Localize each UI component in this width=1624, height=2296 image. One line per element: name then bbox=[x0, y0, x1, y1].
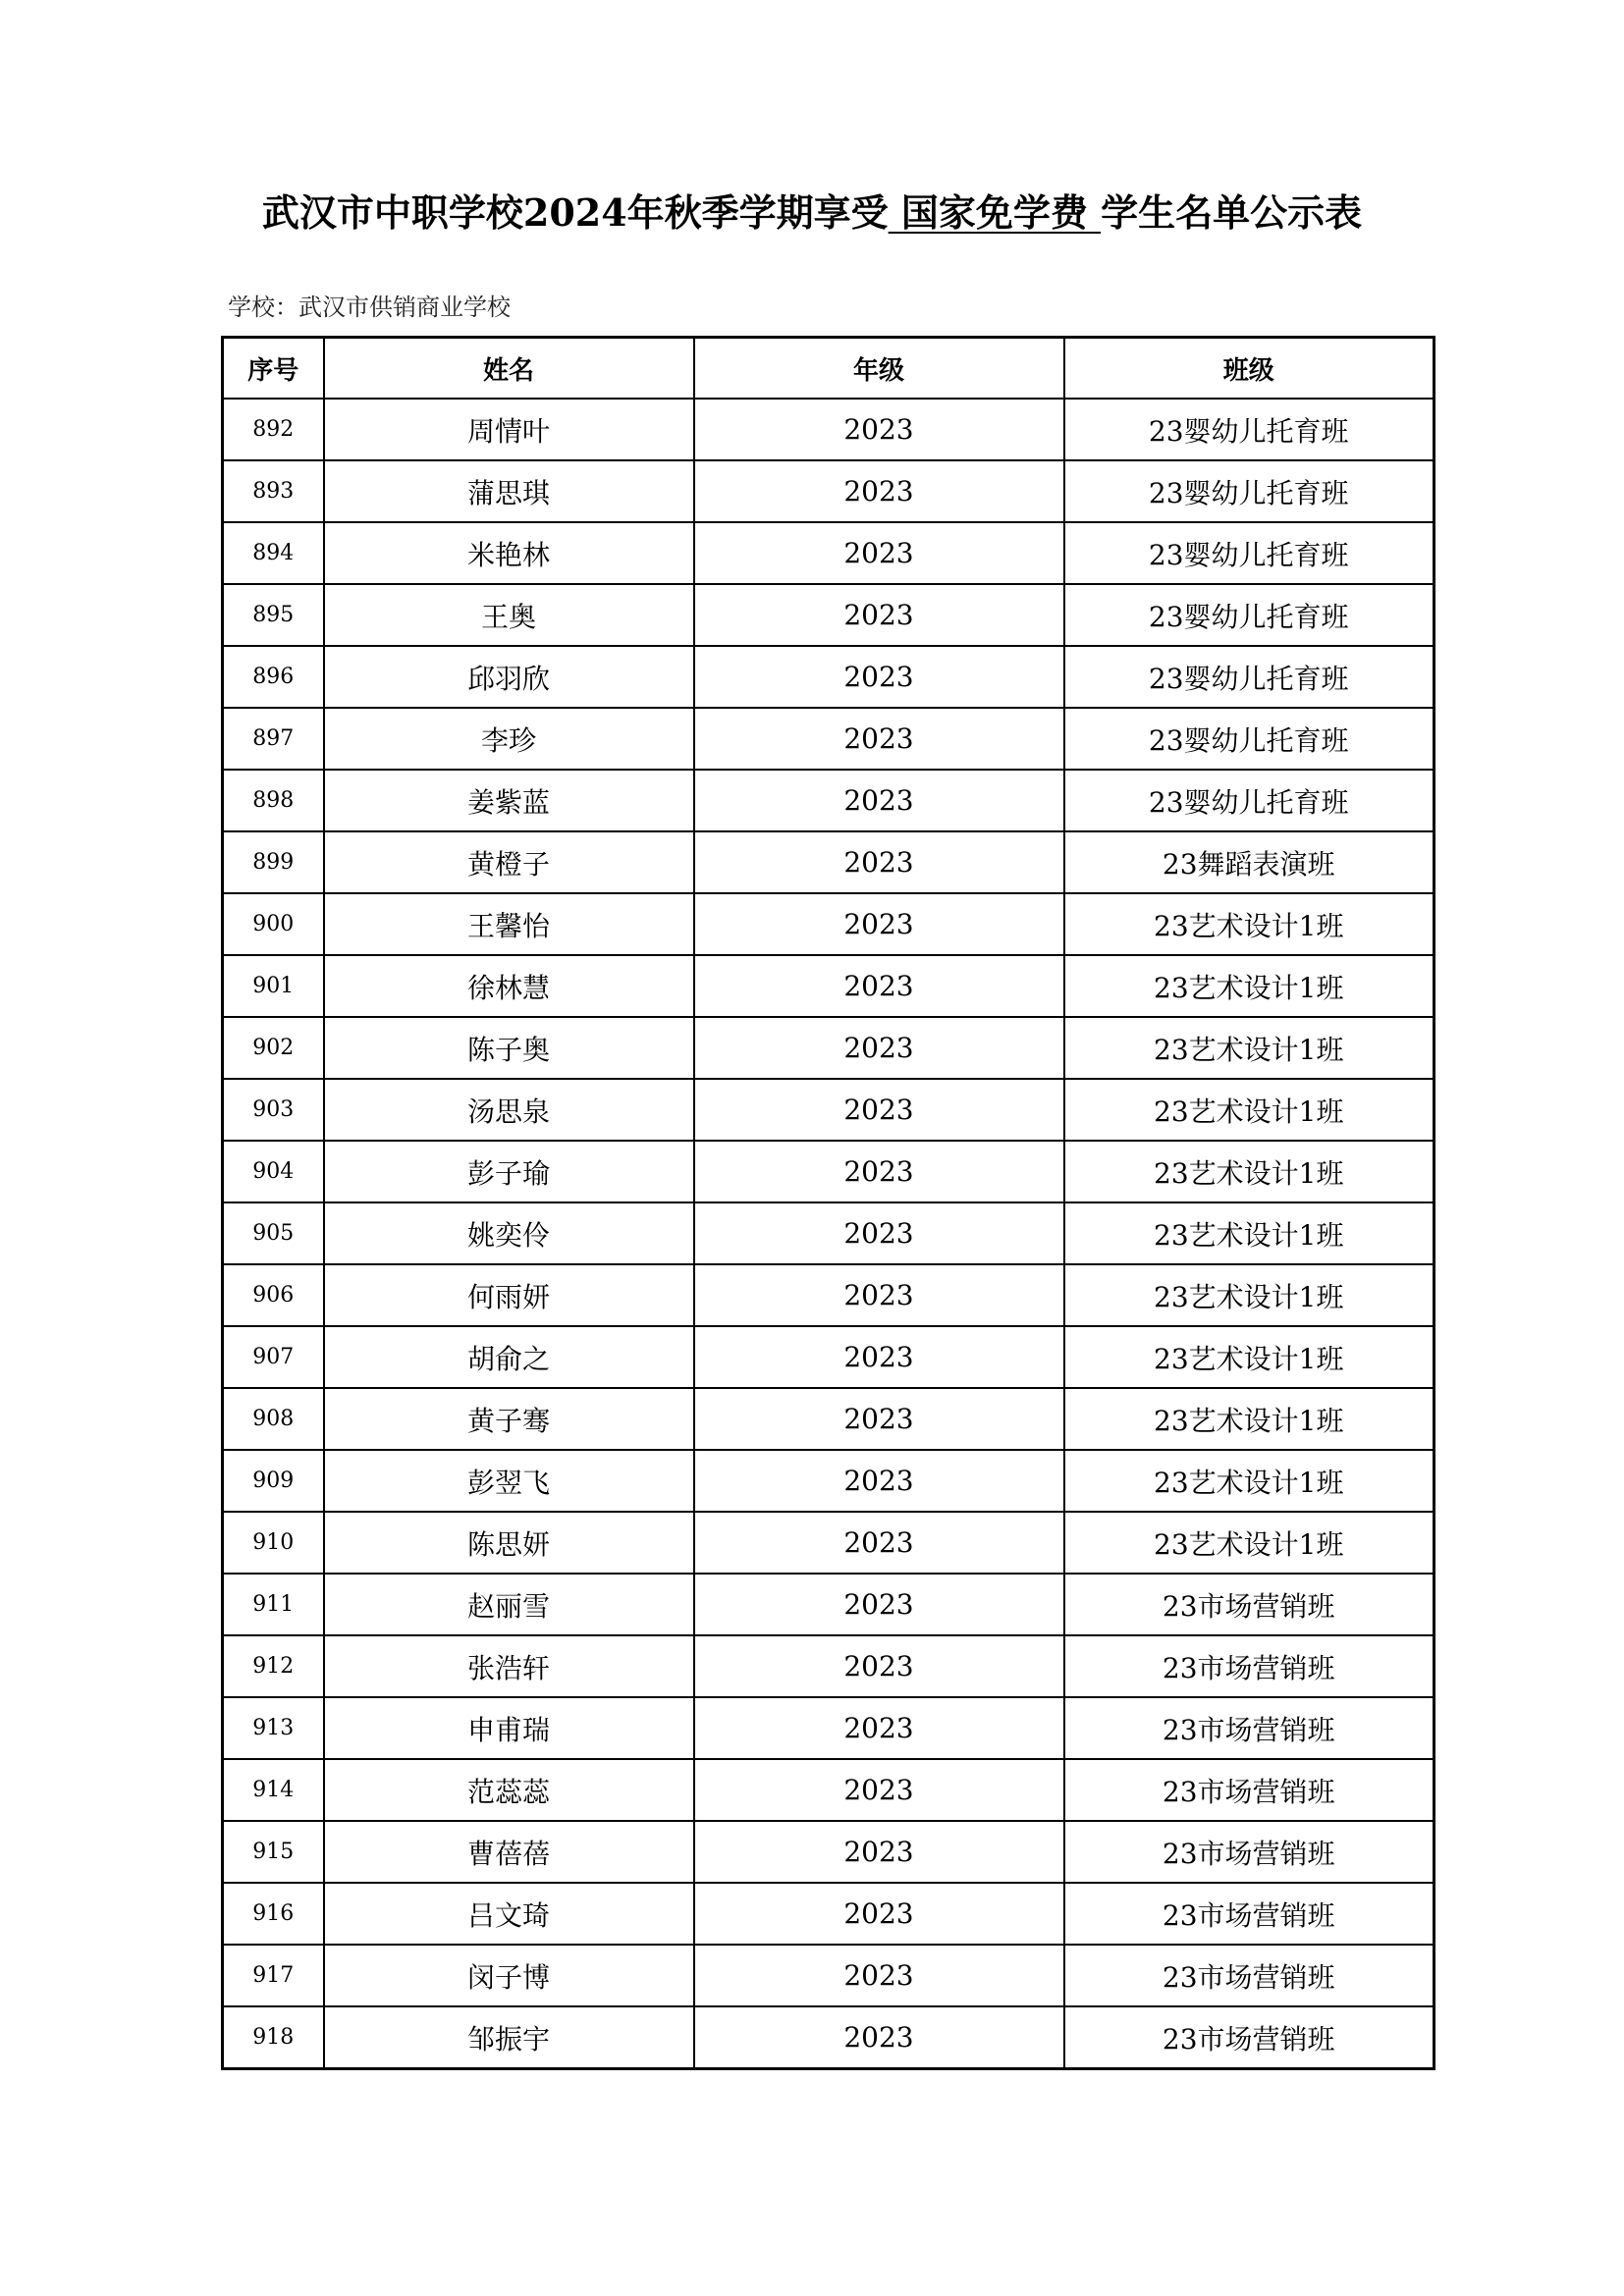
cell-grade: 2023 bbox=[694, 1574, 1064, 1635]
school-name: 武汉市供销商业学校 bbox=[298, 294, 511, 321]
cell-seq: 902 bbox=[223, 1017, 324, 1079]
cell-grade: 2023 bbox=[694, 1264, 1064, 1326]
table-row bbox=[223, 2006, 1435, 2069]
table-row bbox=[223, 522, 1435, 584]
page-title bbox=[0, 183, 1624, 237]
cell-name: 王馨怡 bbox=[324, 893, 694, 955]
cell-seq: 905 bbox=[223, 1202, 324, 1264]
cell-grade: 2023 bbox=[694, 1450, 1064, 1512]
cell-seq: 910 bbox=[223, 1512, 324, 1574]
cell-grade: 2023 bbox=[694, 646, 1064, 708]
table-row bbox=[223, 460, 1435, 522]
cell-grade: 2023 bbox=[694, 1883, 1064, 1945]
cell-class: 23市场营销班 bbox=[1064, 1697, 1435, 1759]
cell-grade: 2023 bbox=[694, 1821, 1064, 1883]
cell-class: 23市场营销班 bbox=[1064, 1574, 1435, 1635]
cell-class: 23婴幼儿托育班 bbox=[1064, 708, 1435, 770]
header-class: 班级 bbox=[1064, 338, 1435, 400]
cell-seq: 913 bbox=[223, 1697, 324, 1759]
cell-grade: 2023 bbox=[694, 399, 1064, 460]
cell-seq: 899 bbox=[223, 831, 324, 893]
cell-name: 闵子博 bbox=[324, 1945, 694, 2006]
table-row bbox=[223, 399, 1435, 460]
title-suffix: 学生名单公示表 bbox=[1101, 190, 1363, 235]
table-row bbox=[223, 1945, 1435, 2006]
cell-seq: 915 bbox=[223, 1821, 324, 1883]
cell-grade: 2023 bbox=[694, 460, 1064, 522]
cell-name: 彭子瑜 bbox=[324, 1141, 694, 1202]
cell-grade: 2023 bbox=[694, 1079, 1064, 1141]
cell-class: 23婴幼儿托育班 bbox=[1064, 584, 1435, 646]
cell-class: 23婴幼儿托育班 bbox=[1064, 646, 1435, 708]
header-name: 姓名 bbox=[324, 338, 694, 400]
cell-class: 23市场营销班 bbox=[1064, 1635, 1435, 1697]
cell-class: 23市场营销班 bbox=[1064, 1759, 1435, 1821]
table-row bbox=[223, 770, 1435, 831]
table-row bbox=[223, 646, 1435, 708]
cell-class: 23艺术设计1班 bbox=[1064, 1079, 1435, 1141]
cell-class: 23艺术设计1班 bbox=[1064, 1141, 1435, 1202]
cell-seq: 896 bbox=[223, 646, 324, 708]
cell-seq: 897 bbox=[223, 708, 324, 770]
cell-seq: 907 bbox=[223, 1326, 324, 1388]
school-label: 学校： bbox=[228, 294, 298, 321]
cell-seq: 904 bbox=[223, 1141, 324, 1202]
cell-name: 何雨妍 bbox=[324, 1264, 694, 1326]
cell-name: 周情叶 bbox=[324, 399, 694, 460]
cell-seq: 892 bbox=[223, 399, 324, 460]
cell-name: 黄橙子 bbox=[324, 831, 694, 893]
header-grade: 年级 bbox=[694, 338, 1064, 400]
cell-grade: 2023 bbox=[694, 1635, 1064, 1697]
cell-grade: 2023 bbox=[694, 522, 1064, 584]
cell-class: 23艺术设计1班 bbox=[1064, 893, 1435, 955]
cell-grade: 2023 bbox=[694, 1697, 1064, 1759]
cell-grade: 2023 bbox=[694, 584, 1064, 646]
cell-name: 彭翌飞 bbox=[324, 1450, 694, 1512]
cell-name: 蒲思琪 bbox=[324, 460, 694, 522]
table-row bbox=[223, 893, 1435, 955]
cell-grade: 2023 bbox=[694, 1512, 1064, 1574]
cell-name: 申甫瑞 bbox=[324, 1697, 694, 1759]
header-row bbox=[223, 338, 1435, 400]
table-row bbox=[223, 1017, 1435, 1079]
cell-name: 徐林慧 bbox=[324, 955, 694, 1017]
table-row bbox=[223, 1079, 1435, 1141]
table-row bbox=[223, 1388, 1435, 1450]
cell-seq: 916 bbox=[223, 1883, 324, 1945]
cell-seq: 912 bbox=[223, 1635, 324, 1697]
cell-class: 23婴幼儿托育班 bbox=[1064, 399, 1435, 460]
title-underlined-term: 国家免学费 bbox=[888, 190, 1102, 235]
cell-class: 23市场营销班 bbox=[1064, 1945, 1435, 2006]
cell-class: 23艺术设计1班 bbox=[1064, 1388, 1435, 1450]
table-row bbox=[223, 1574, 1435, 1635]
school-line bbox=[228, 288, 511, 322]
table-row bbox=[223, 1326, 1435, 1388]
cell-name: 米艳林 bbox=[324, 522, 694, 584]
cell-seq: 914 bbox=[223, 1759, 324, 1821]
table-row bbox=[223, 1635, 1435, 1697]
cell-grade: 2023 bbox=[694, 955, 1064, 1017]
table-row bbox=[223, 1821, 1435, 1883]
cell-seq: 918 bbox=[223, 2006, 324, 2069]
table-row bbox=[223, 955, 1435, 1017]
cell-grade: 2023 bbox=[694, 1326, 1064, 1388]
table-row bbox=[223, 1512, 1435, 1574]
cell-name: 邹振宇 bbox=[324, 2006, 694, 2069]
table-row bbox=[223, 1883, 1435, 1945]
table-row bbox=[223, 708, 1435, 770]
cell-name: 曹蓓蓓 bbox=[324, 1821, 694, 1883]
title-prefix: 武汉市中职学校2024年秋季学期享受 bbox=[261, 190, 889, 235]
cell-name: 范蕊蕊 bbox=[324, 1759, 694, 1821]
cell-class: 23市场营销班 bbox=[1064, 2006, 1435, 2069]
cell-grade: 2023 bbox=[694, 1141, 1064, 1202]
cell-grade: 2023 bbox=[694, 1759, 1064, 1821]
table-row bbox=[223, 1759, 1435, 1821]
cell-grade: 2023 bbox=[694, 893, 1064, 955]
cell-class: 23艺术设计1班 bbox=[1064, 1450, 1435, 1512]
cell-seq: 895 bbox=[223, 584, 324, 646]
cell-seq: 898 bbox=[223, 770, 324, 831]
cell-name: 赵丽雪 bbox=[324, 1574, 694, 1635]
cell-class: 23艺术设计1班 bbox=[1064, 1512, 1435, 1574]
table-body bbox=[223, 399, 1435, 2069]
cell-class: 23艺术设计1班 bbox=[1064, 955, 1435, 1017]
table-row bbox=[223, 1141, 1435, 1202]
header-seq: 序号 bbox=[223, 338, 324, 400]
cell-seq: 903 bbox=[223, 1079, 324, 1141]
cell-name: 邱羽欣 bbox=[324, 646, 694, 708]
cell-seq: 906 bbox=[223, 1264, 324, 1326]
cell-class: 23艺术设计1班 bbox=[1064, 1017, 1435, 1079]
cell-class: 23市场营销班 bbox=[1064, 1821, 1435, 1883]
table-row bbox=[223, 831, 1435, 893]
cell-name: 汤思泉 bbox=[324, 1079, 694, 1141]
cell-seq: 909 bbox=[223, 1450, 324, 1512]
cell-seq: 900 bbox=[223, 893, 324, 955]
cell-class: 23艺术设计1班 bbox=[1064, 1326, 1435, 1388]
cell-class: 23市场营销班 bbox=[1064, 1883, 1435, 1945]
cell-grade: 2023 bbox=[694, 708, 1064, 770]
cell-name: 张浩轩 bbox=[324, 1635, 694, 1697]
table-row bbox=[223, 1202, 1435, 1264]
cell-class: 23婴幼儿托育班 bbox=[1064, 522, 1435, 584]
cell-class: 23舞蹈表演班 bbox=[1064, 831, 1435, 893]
cell-seq: 894 bbox=[223, 522, 324, 584]
table-row bbox=[223, 1450, 1435, 1512]
cell-grade: 2023 bbox=[694, 831, 1064, 893]
cell-seq: 917 bbox=[223, 1945, 324, 2006]
cell-grade: 2023 bbox=[694, 1017, 1064, 1079]
cell-grade: 2023 bbox=[694, 1202, 1064, 1264]
cell-grade: 2023 bbox=[694, 2006, 1064, 2069]
cell-class: 23艺术设计1班 bbox=[1064, 1264, 1435, 1326]
table-row bbox=[223, 1264, 1435, 1326]
cell-class: 23婴幼儿托育班 bbox=[1064, 460, 1435, 522]
cell-name: 胡俞之 bbox=[324, 1326, 694, 1388]
cell-seq: 911 bbox=[223, 1574, 324, 1635]
table-row bbox=[223, 1697, 1435, 1759]
cell-grade: 2023 bbox=[694, 1945, 1064, 2006]
cell-name: 姚奕伶 bbox=[324, 1202, 694, 1264]
cell-name: 陈思妍 bbox=[324, 1512, 694, 1574]
cell-name: 姜紫蓝 bbox=[324, 770, 694, 831]
cell-name: 黄子骞 bbox=[324, 1388, 694, 1450]
cell-name: 吕文琦 bbox=[324, 1883, 694, 1945]
cell-name: 王奥 bbox=[324, 584, 694, 646]
cell-name: 李珍 bbox=[324, 708, 694, 770]
cell-grade: 2023 bbox=[694, 770, 1064, 831]
table-header bbox=[223, 338, 1435, 400]
cell-name: 陈子奥 bbox=[324, 1017, 694, 1079]
cell-seq: 893 bbox=[223, 460, 324, 522]
table-row bbox=[223, 584, 1435, 646]
cell-seq: 908 bbox=[223, 1388, 324, 1450]
student-roster-table bbox=[221, 336, 1435, 2070]
cell-class: 23艺术设计1班 bbox=[1064, 1202, 1435, 1264]
cell-grade: 2023 bbox=[694, 1388, 1064, 1450]
cell-class: 23婴幼儿托育班 bbox=[1064, 770, 1435, 831]
cell-seq: 901 bbox=[223, 955, 324, 1017]
